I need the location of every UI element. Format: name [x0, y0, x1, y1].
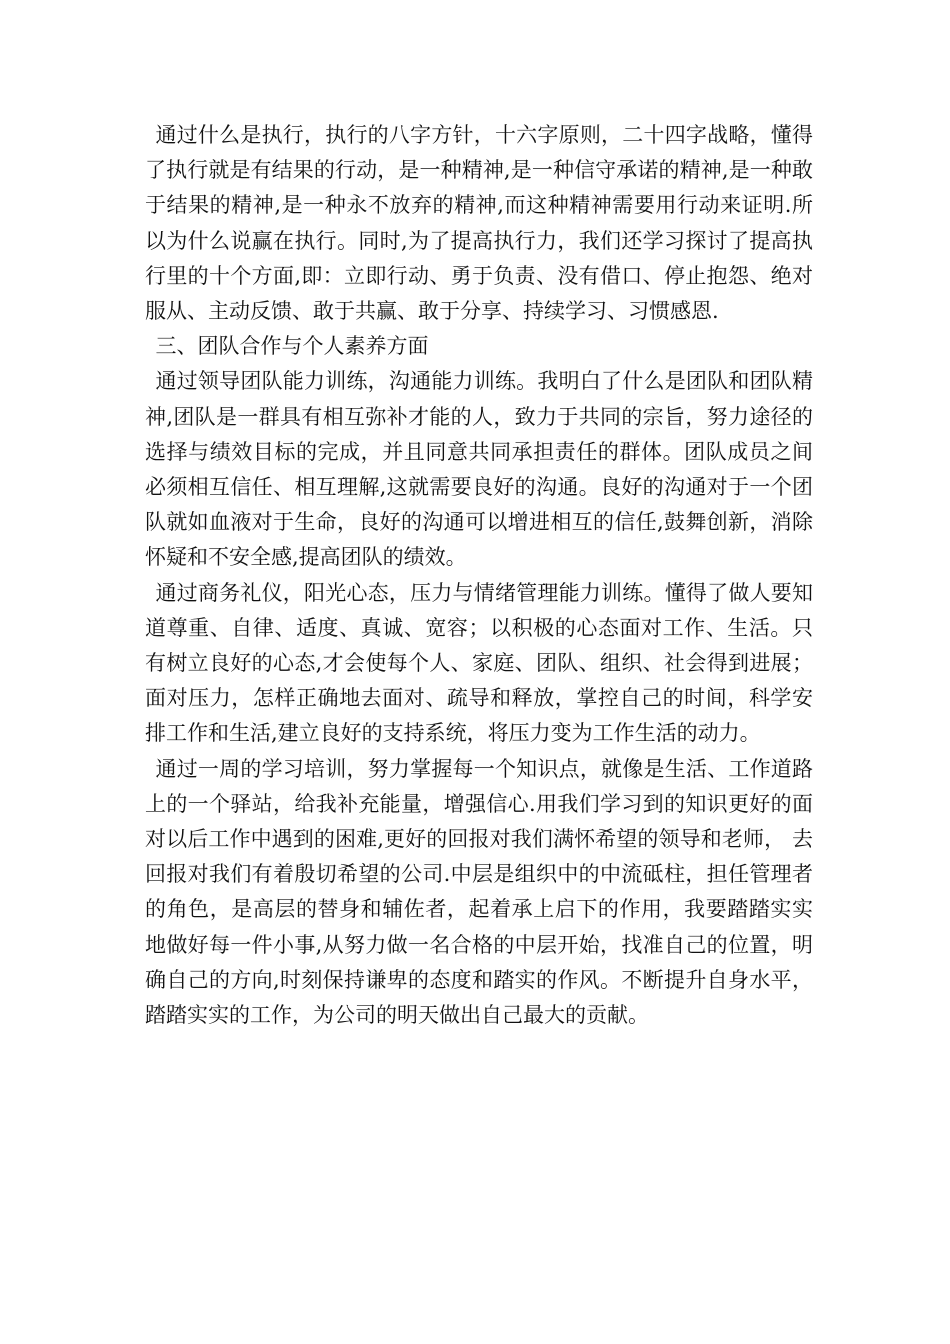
paragraph-training-summary: 通过一周的学习培训，努力掌握每一个知识点，就像是生活、工作道路上的一个驿站，给我补充能量，增强信心.用我们学习到的知识更好的面对以后工作中遇到的困难,更好的回报对我们满怀希望的领导和老师， 去回报对我们有着殷切希望的公司.中层是组织中的中流砥柱，担任管理者的角色，是高层的替身和辅佐者，起着承上启下的作用，我要踏踏实实地做好每一件小事,从努力做一名合格的中层开始，找准自己的位置，明确自己的方向,时刻保持谦卑的态度和踏实的作风。不断提升自身水平，踏踏实实的工作，为公司的明天做出自己最大的贡献。: [145, 756, 813, 1028]
section-heading-teamwork: 三、团队合作与个人素养方面: [155, 334, 429, 359]
document-body: [145, 118, 813, 1033]
paragraph-execution: 通过什么是执行，执行的八字方针，十六字原则，二十四字战略，懂得了执行就是有结果的行动，是一种精神,是一种信守承诺的精神,是一种敢于结果的精神,是一种永不放弃的精神,而这种精神需要用行动来证明.所以为什么说赢在执行。同时,为了提高执行力，我们还学习探讨了提高执行里的十个方面,即：立即行动、勇于负责、没有借口、停止抱怨、绝对服从、主动反馈、敢于共赢、敢于分享、持续学习、习惯感恩.: [145, 123, 813, 324]
paragraph-team-communication: 通过领导团队能力训练，沟通能力训练。我明白了什么是团队和团队精神,团队是一群具有相互弥补才能的人，致力于共同的宗旨，努力途径的选择与绩效目标的完成，并且同意共同承担责任的群体。团队成员之间必须相互信任、相互理解,这就需要良好的沟通。良好的沟通对于一个团队就如血液对于生命，良好的沟通可以增进相互的信任,鼓舞创新，消除怀疑和不安全感,提高团队的绩效。: [145, 369, 813, 570]
paragraph-etiquette-mindset: 通过商务礼仪，阳光心态，压力与情绪管理能力训练。懂得了做人要知道尊重、自律、适度、真诚、宽容；以积极的心态面对工作、生活。只有树立良好的心态,才会使每个人、家庭、团队、组织、社会得到进展；面对压力，怎样正确地去面对、疏导和释放，掌控自己的时间，科学安排工作和生活,建立良好的支持系统，将压力变为工作生活的动力。: [145, 580, 813, 746]
